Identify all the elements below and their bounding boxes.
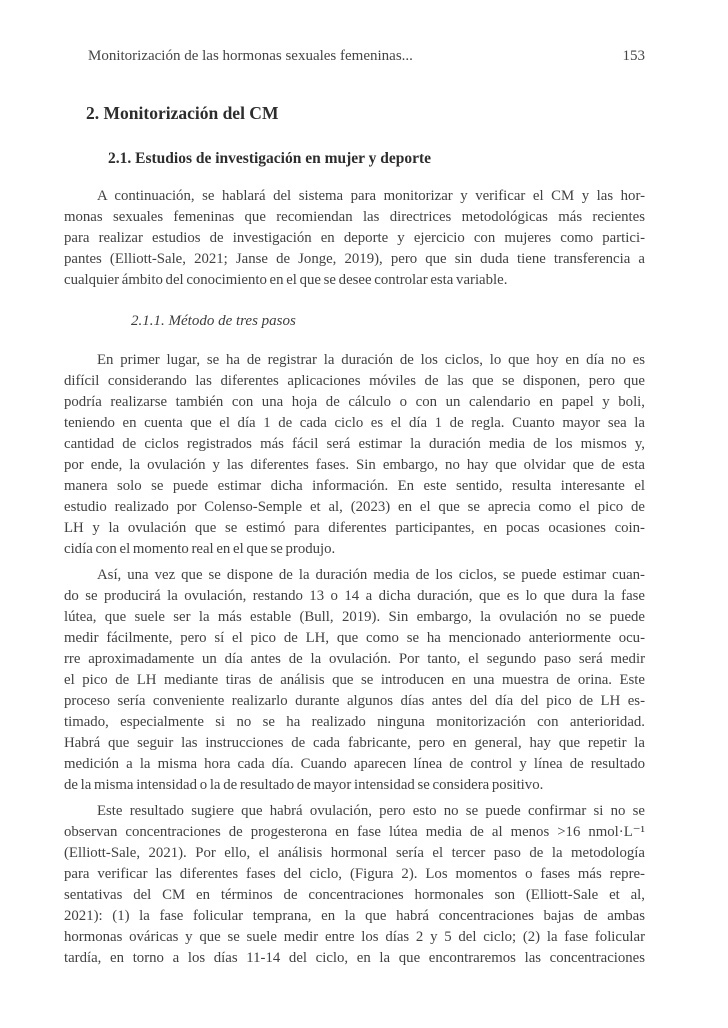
section-heading: 2. Monitorización del CM — [86, 103, 279, 123]
text-line: cantidad de ciclos registrados más fácil será estimar la duración media de los mismos y, — [64, 436, 645, 452]
paragraph — [64, 801, 645, 969]
text-line: 2021): (1) la fase folicular temprana, en la que habrá concentraciones bajas de ambas — [64, 908, 645, 924]
text-line: podría realizarse también con una hoja de cálculo o con un calendario en papel y boli, — [64, 394, 645, 410]
text-line: teniendo en cuenta que el día 1 de cada ciclo es el día 1 de regla. Cuanto mayor sea la — [64, 415, 645, 431]
text-line: rre aproximadamente un día antes de la ovulación. Por tanto, el segundo paso será medir — [64, 651, 645, 667]
subsection-heading: 2.1. Estudios de investigación en mujer y deporte — [108, 150, 432, 167]
text-line: pantes (Elliott-Sale, 2021; Janse de Jonge, 2019), pero que sin duda tiene transferencia a — [64, 251, 645, 267]
paragraph — [64, 565, 645, 796]
page-number: 153 — [622, 48, 645, 64]
text-line: proceso sería conveniente realizarlo durante algunos días antes del día del pico de LH es- — [64, 693, 645, 709]
text-line: timado, especialmente si no se ha realizado ninguna monitorización con anterioridad. — [64, 714, 645, 730]
text-line: do se producirá la ovulación, restando 13 o 14 a dicha duración, que es lo que dura la fase — [64, 588, 645, 604]
text-line: cualquier ámbito del conocimiento en el que se desee controlar esta variable. — [64, 272, 508, 288]
text-line: observan concentraciones de progesterona en fase lútea media de al menos >16 nmol·L⁻¹ — [64, 824, 645, 840]
subsubsection-heading: 2.1.1. Método de tres pasos — [131, 313, 296, 329]
text-line: Este resultado sugiere que habrá ovulación, pero esto no se puede confirmar si no se — [97, 803, 645, 819]
text-line: de la misma intensidad o la de resultado de mayor intensidad se considera positivo. — [64, 777, 544, 793]
text-line: hormonas ováricas y que se suele medir entre los días 2 y 5 del ciclo; (2) la fase folicular — [64, 929, 645, 945]
paragraph — [64, 186, 645, 291]
text-line: (Elliott-Sale, 2021). Por ello, el análisis hormonal sería el tercer paso de la metodología — [64, 845, 645, 861]
running-head-title: Monitorización de las hormonas sexuales femeninas... — [88, 48, 413, 64]
text-line: Así, una vez que se dispone de la duración media de los ciclos, se puede estimar cuan- — [97, 567, 645, 583]
text-line: lútea, que suele ser la más estable (Bull, 2019). Sin embargo, la ovulación no se puede — [64, 609, 645, 625]
text-line: para realizar estudios de investigación en deporte y ejercicio con mujeres como partici- — [64, 230, 645, 246]
text-line: medir fácilmente, pero sí el pico de LH, que como se ha mencionado anteriormente ocu- — [64, 630, 645, 646]
paragraph — [64, 350, 645, 560]
text-line: monas sexuales femeninas que recomiendan las directrices metodológicas más recientes — [64, 209, 645, 225]
text-line: medición a la misma hora cada día. Cuando aparecen línea de control y línea de resultado — [64, 756, 645, 772]
text-line: por ende, la ovulación y las diferentes fases. Sin embargo, no hay que olvidar que de esta — [64, 457, 645, 473]
text-line: En primer lugar, se ha de registrar la duración de los ciclos, lo que hoy en día no es — [97, 352, 645, 368]
text-line: A continuación, se hablará del sistema para monitorizar y verificar el CM y las hor- — [97, 188, 645, 204]
text-line: cidía con el momento real en el que se produjo. — [64, 541, 336, 557]
text-line: el pico de LH mediante tiras de análisis que se introducen en una muestra de orina. Este — [64, 672, 645, 688]
text-column — [64, 0, 645, 969]
text-line: LH y la ovulación que se estimó para diferentes participantes, en pocas ocasiones coin- — [64, 520, 645, 536]
text-line: difícil considerando las diferentes aplicaciones móviles de las que se disponen, pero que — [64, 373, 645, 389]
text-line: sentativas del CM en términos de concentraciones hormonales son (Elliott-Sale et al, — [64, 887, 645, 903]
text-line: estudio realizado por Colenso-Semple et al, (2023) en el que se aprecia como el pico de — [64, 499, 645, 515]
text-line: tardía, en torno a los días 11-14 del ciclo, en la que encontraremos las concentraciones — [64, 950, 645, 966]
text-line: Habrá que seguir las instrucciones de cada fabricante, pero en general, hay que repetir la — [64, 735, 645, 751]
running-header — [64, 0, 645, 67]
text-line: manera solo se puede estimar dicha información. En este sentido, resulta interesante el — [64, 478, 645, 494]
text-line: para verificar las diferentes fases del ciclo, (Figura 2). Los momentos o fases más repre- — [64, 866, 645, 882]
